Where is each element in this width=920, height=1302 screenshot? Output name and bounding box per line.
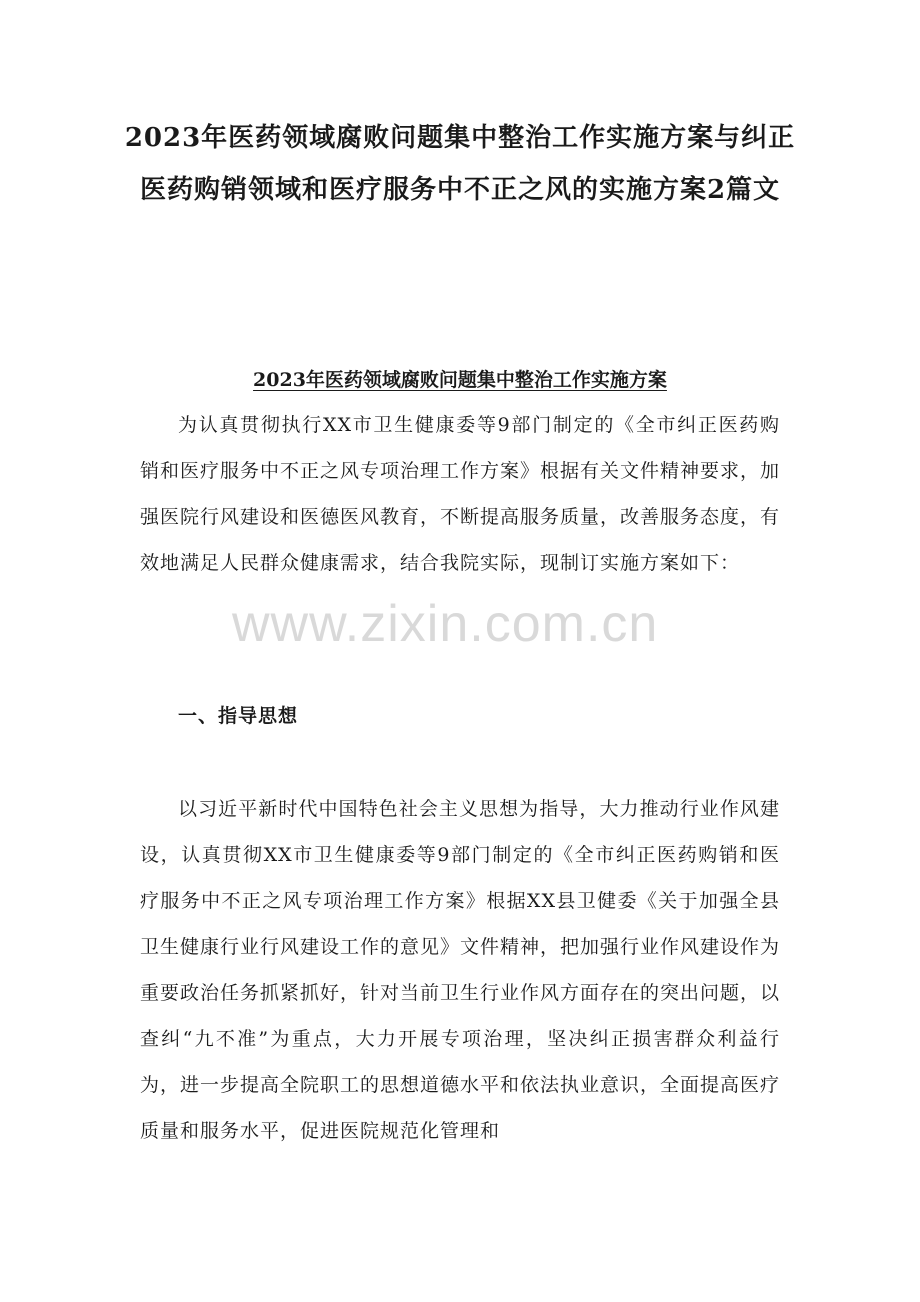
document-title: 2023年医药领域腐败问题集中整治工作实施方案与纠正医药购销领域和医疗服务中不正之风的实施方案2篇文 [124, 123, 796, 205]
section-title: 2023年医药领域腐败问题集中整治工作实施方案 [253, 369, 667, 391]
paragraph-intro: 为认真贯彻执行XX市卫生健康委等9部门制定的《全市纠正医药购销和医疗服务中不正之风专项治理工作方案》根据有关文件精神要求，加强医院行风建设和医德医风教育，不断提高服务质量，改善服务态度，有效地满足人民群众健康需求，结合我院实际，现制订实施方案如下： [140, 414, 781, 574]
paragraph-guiding-ideology: 以习近平新时代中国特色社会主义思想为指导，大力推动行业作风建设，认真贯彻XX市卫生健康委等9部门制定的《全市纠正医药购销和医疗服务中不正之风专项治理工作方案》根据XX县卫健委《关于加强全县卫生健康行业行风建设工作的意见》文件精神，把加强行业作风建设作为重要政治任务抓紧抓好，针对当前卫生行业作风方面存在的突出问题，以查纠“九不准”为重点，大力开展专项治理，坚决纠正损害群众利益行为，进一步提高全院职工的思想道德水平和依法执业意识，全面提高医疗质量和服务水平，促进医院规范化管理和 [140, 798, 781, 1142]
heading-guiding-ideology: 一、指导思想 [178, 705, 299, 727]
watermark: www.zixin.com.cn [232, 595, 659, 653]
